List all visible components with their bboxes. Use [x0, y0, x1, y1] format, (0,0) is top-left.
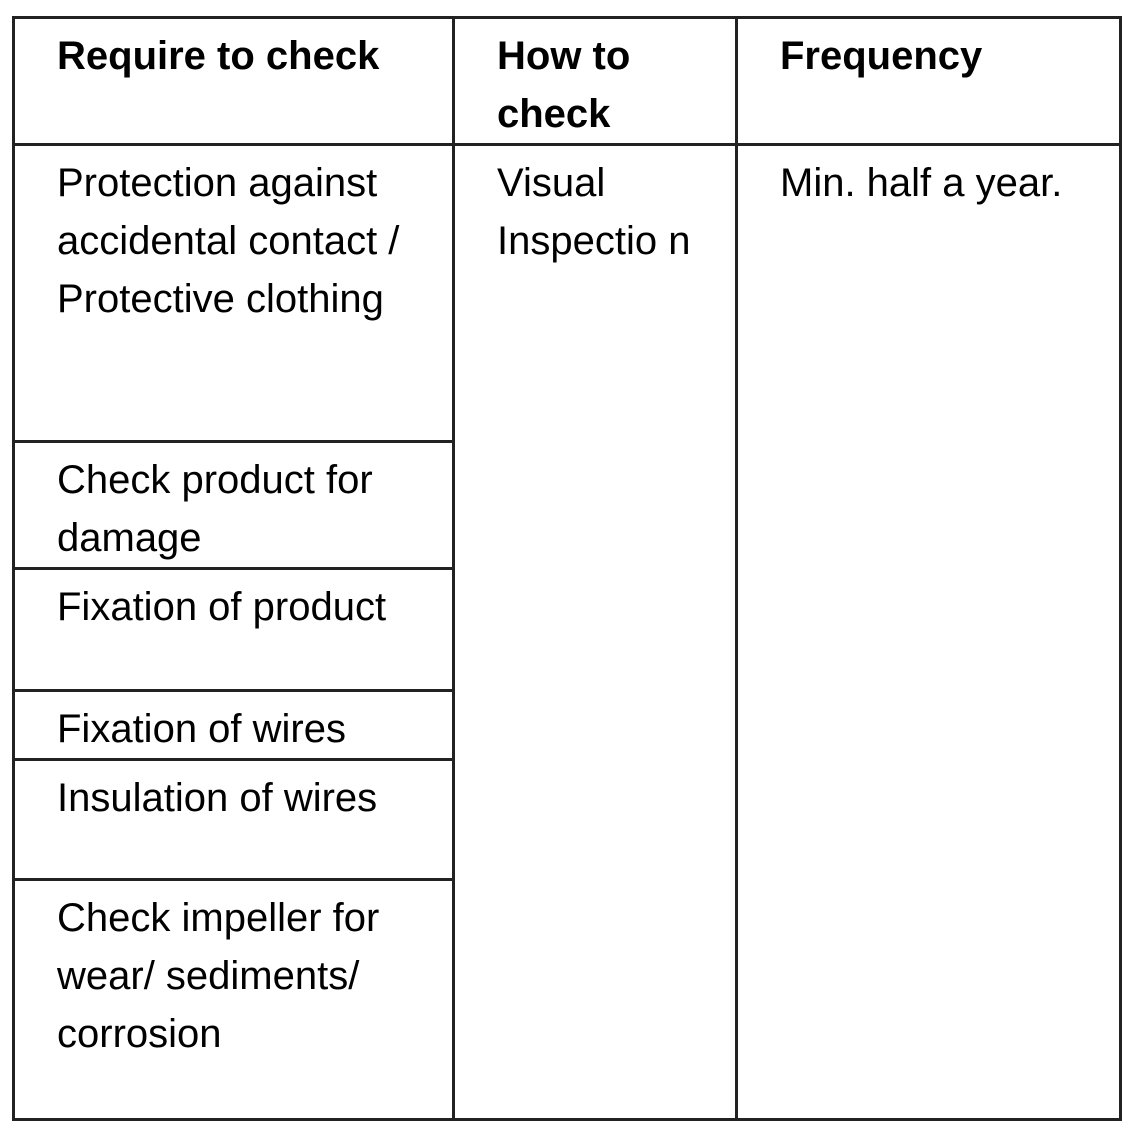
header-require-to-check: Require to check — [14, 18, 454, 145]
how-to-check-cell: Visual Inspectio n — [454, 145, 737, 1120]
inspection-table-container — [12, 16, 1119, 1100]
inspection-table — [12, 16, 1122, 1121]
table-row — [14, 145, 1121, 442]
table-header-row — [14, 18, 1121, 145]
check-item-protection: Protection against accidental contact / Protective clothing — [14, 145, 454, 442]
check-item-damage: Check product for damage — [14, 442, 454, 569]
frequency-cell: Min. half a year. — [737, 145, 1121, 1120]
check-item-fixation-wires: Fixation of wires — [14, 691, 454, 760]
header-how-to-check: How to check — [454, 18, 737, 145]
check-item-insulation-wires: Insulation of wires — [14, 760, 454, 880]
check-item-impeller: Check impeller for wear/ sediments/ corrosion — [14, 880, 454, 1120]
check-item-fixation-product: Fixation of product — [14, 569, 454, 691]
header-frequency: Frequency — [737, 18, 1121, 145]
